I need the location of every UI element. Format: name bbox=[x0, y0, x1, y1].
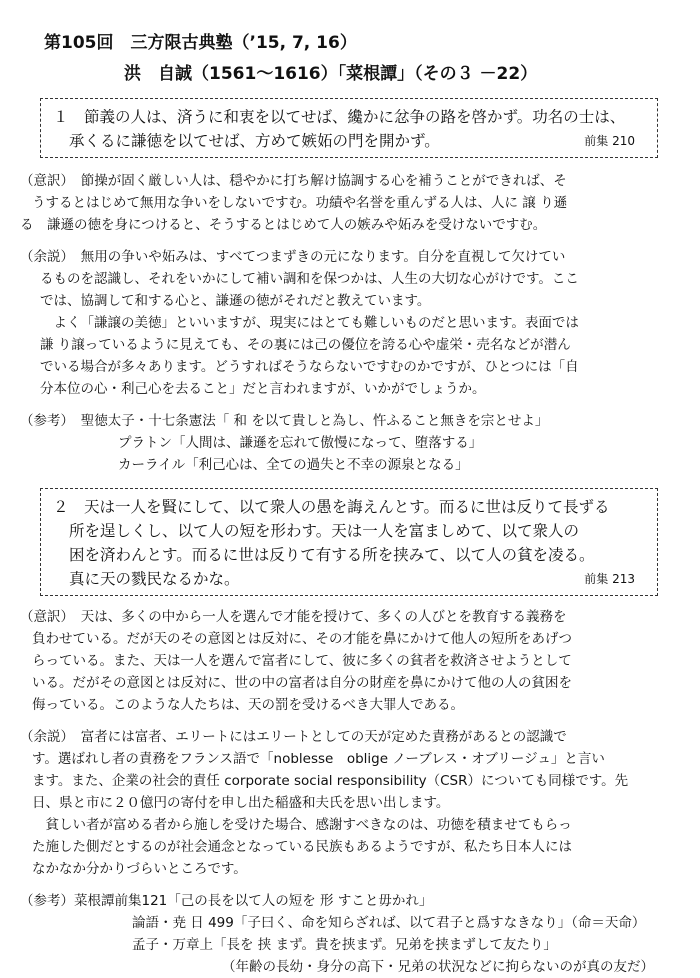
quote-2-line: 真に天の戮民なるかな。 前集 213 bbox=[53, 567, 645, 591]
translation-1 bbox=[20, 170, 686, 236]
title-session: 第105回 三方限古典塾（’15, 7, 16） bbox=[44, 33, 357, 53]
commentary-1-line: 分本位の心・利己心を去ること」だと言われますが、いかがでしょうか。 bbox=[40, 381, 486, 397]
translation-2-line: 負わせている。だが天のその意図とは反対に、その才能を鼻にかけて他人の短所をあげつ bbox=[32, 631, 572, 647]
commentary-1-line: （余説） 無用の争いや妬みは、すべてつまずきの元になります。自分を直視して欠けてい bbox=[20, 249, 566, 265]
translation-2-line: （意訳） 天は、多くの中から一人を選んで才能を授けて、多くの人びとを教育する義務を bbox=[20, 609, 567, 625]
quote-1-ref: 前集 210 bbox=[584, 134, 635, 148]
quote-box-1 bbox=[40, 98, 658, 158]
translation-2-line: らっている。また、天は一人を選んで富者にして、彼に多くの貧者を救済させようとして bbox=[32, 653, 572, 669]
quote-1-line: １ 節義の人は、済うに和衷を以てせば、纔かに忿争の路を啓かず。功名の士は、 bbox=[53, 108, 626, 126]
quote-2-line: 困を済わんとす。而るに世は反りて有する所を挟みて、以て人の貧を凌る。 bbox=[69, 546, 595, 564]
reference-2 bbox=[20, 890, 686, 978]
quote-2-ref: 前集 213 bbox=[584, 572, 635, 586]
commentary-1-line: るものを認識し、それをいかにして補い調和を保つかは、人生の大切な心がけです。ここ bbox=[40, 271, 579, 287]
quote-2-line: 所を逞しくし、以て人の短を形わす。天は一人を富ましめて、以て衆人の bbox=[69, 522, 579, 540]
reference-1-line: カーライル「利己心は、全ての過失と不幸の源泉となる」 bbox=[118, 457, 469, 473]
commentary-1-line: よく「謙譲の美徳」といいますが、現実にはとても難しいものだと思います。表面では bbox=[40, 315, 579, 331]
translation-1-line: うするとはじめて無用な争いをしないですむ。功績や名誉を重んずる人は、人に 譲 り遜 bbox=[32, 195, 568, 211]
commentary-2 bbox=[20, 726, 686, 880]
quote-box-2 bbox=[40, 488, 658, 596]
translation-1-line: る 謙遜の徳を身につけると、そうするとはじめて人の嫉みや妬みを受けないですむ。 bbox=[20, 217, 547, 233]
commentary-1 bbox=[20, 246, 686, 400]
commentary-2-line: 貧しい者が富める者から施しを受けた場合、感謝すべきなのは、功徳を積ませてもらっ bbox=[32, 817, 572, 833]
commentary-1-line: では、協調して和する心と、謙遜の徳がそれだと教えています。 bbox=[40, 293, 431, 309]
title-work: 洪 自誠（1561～1616）「菜根譚」（その３ －22） bbox=[124, 64, 538, 84]
reference-2-line: 孟子・万章上「長を 挟 まず。貴を挟まず。兄弟を挟まずして友たり」 bbox=[132, 937, 557, 953]
commentary-2-line: （余説） 富者には富者、エリートにはエリートとしての天が定めた責務があるとの認識で bbox=[20, 729, 567, 745]
translation-2-line: いる。だがその意図とは反対に、世の中の富者は自分の財産を鼻にかけて他の人の貧困を bbox=[32, 675, 572, 691]
commentary-2-line: た施した側だとするのが社会通念となっている民族もあるようですが、私たち日本人には bbox=[32, 839, 572, 855]
commentary-2-line: なかなか分かりづらいところです。 bbox=[32, 861, 247, 877]
reference-2-note: （年齢の長幼・身分の高下・兄弟の状況などに拘らないのが真の友だ） bbox=[222, 959, 654, 975]
quote-1-line: 承くるに謙徳を以てせば、方めて嫉妬の門を開かず。 前集 210 bbox=[53, 129, 645, 153]
reference-1-line: （参考） 聖徳太子・十七条憲法「 和 を以て貴しと為し、忤ふること無きを宗とせよ」 bbox=[20, 413, 549, 429]
commentary-1-line: でいる場合が多々あります。どうすればそうならないですむのかですが、ひとつには「自 bbox=[40, 359, 579, 375]
commentary-2-line: ます。また、企業の社会的責任 corporate social responsibility（CSR）についても同様です。先 bbox=[32, 773, 629, 789]
translation-2-line: 侮っている。このような人たちは、天の罰を受けるべき大罪人である。 bbox=[32, 697, 464, 713]
reference-1 bbox=[20, 410, 686, 476]
quote-2-line: ２ 天は一人を賢にして、以て衆人の愚を誨えんとす。而るに世は反りて長ずる bbox=[53, 498, 610, 516]
commentary-2-line: す。選ばれし者の責務をフランス語で「noblesse oblige ノーブレス・オブリージュ」と言い bbox=[32, 751, 605, 767]
reference-1-line: プラトン「人間は、謙遜を忘れて傲慢になって、堕落する」 bbox=[118, 435, 483, 451]
reference-2-line: （参考）菜根譚前集121「己の長を以て人の短を 形 すこと毋かれ」 bbox=[20, 893, 433, 909]
translation-2 bbox=[20, 606, 686, 716]
commentary-1-line: 謙 り譲っているように見えても、その裏には己の優位を誇る心や虚栄・売名などが潜ん bbox=[40, 337, 571, 353]
translation-1-line: （意訳） 節操が固く厳しい人は、穏やかに打ち解け協調する心を補うことができれば、そ bbox=[20, 173, 567, 189]
commentary-2-line: 日、県と市に２０億円の寄付を申し出た稲盛和夫氏を思い出します。 bbox=[32, 795, 450, 811]
reference-2-line: 論語・尭 日 499「子曰く、命を知らざれば、以て君子と爲すなきなり」（命＝天命） bbox=[132, 915, 646, 931]
